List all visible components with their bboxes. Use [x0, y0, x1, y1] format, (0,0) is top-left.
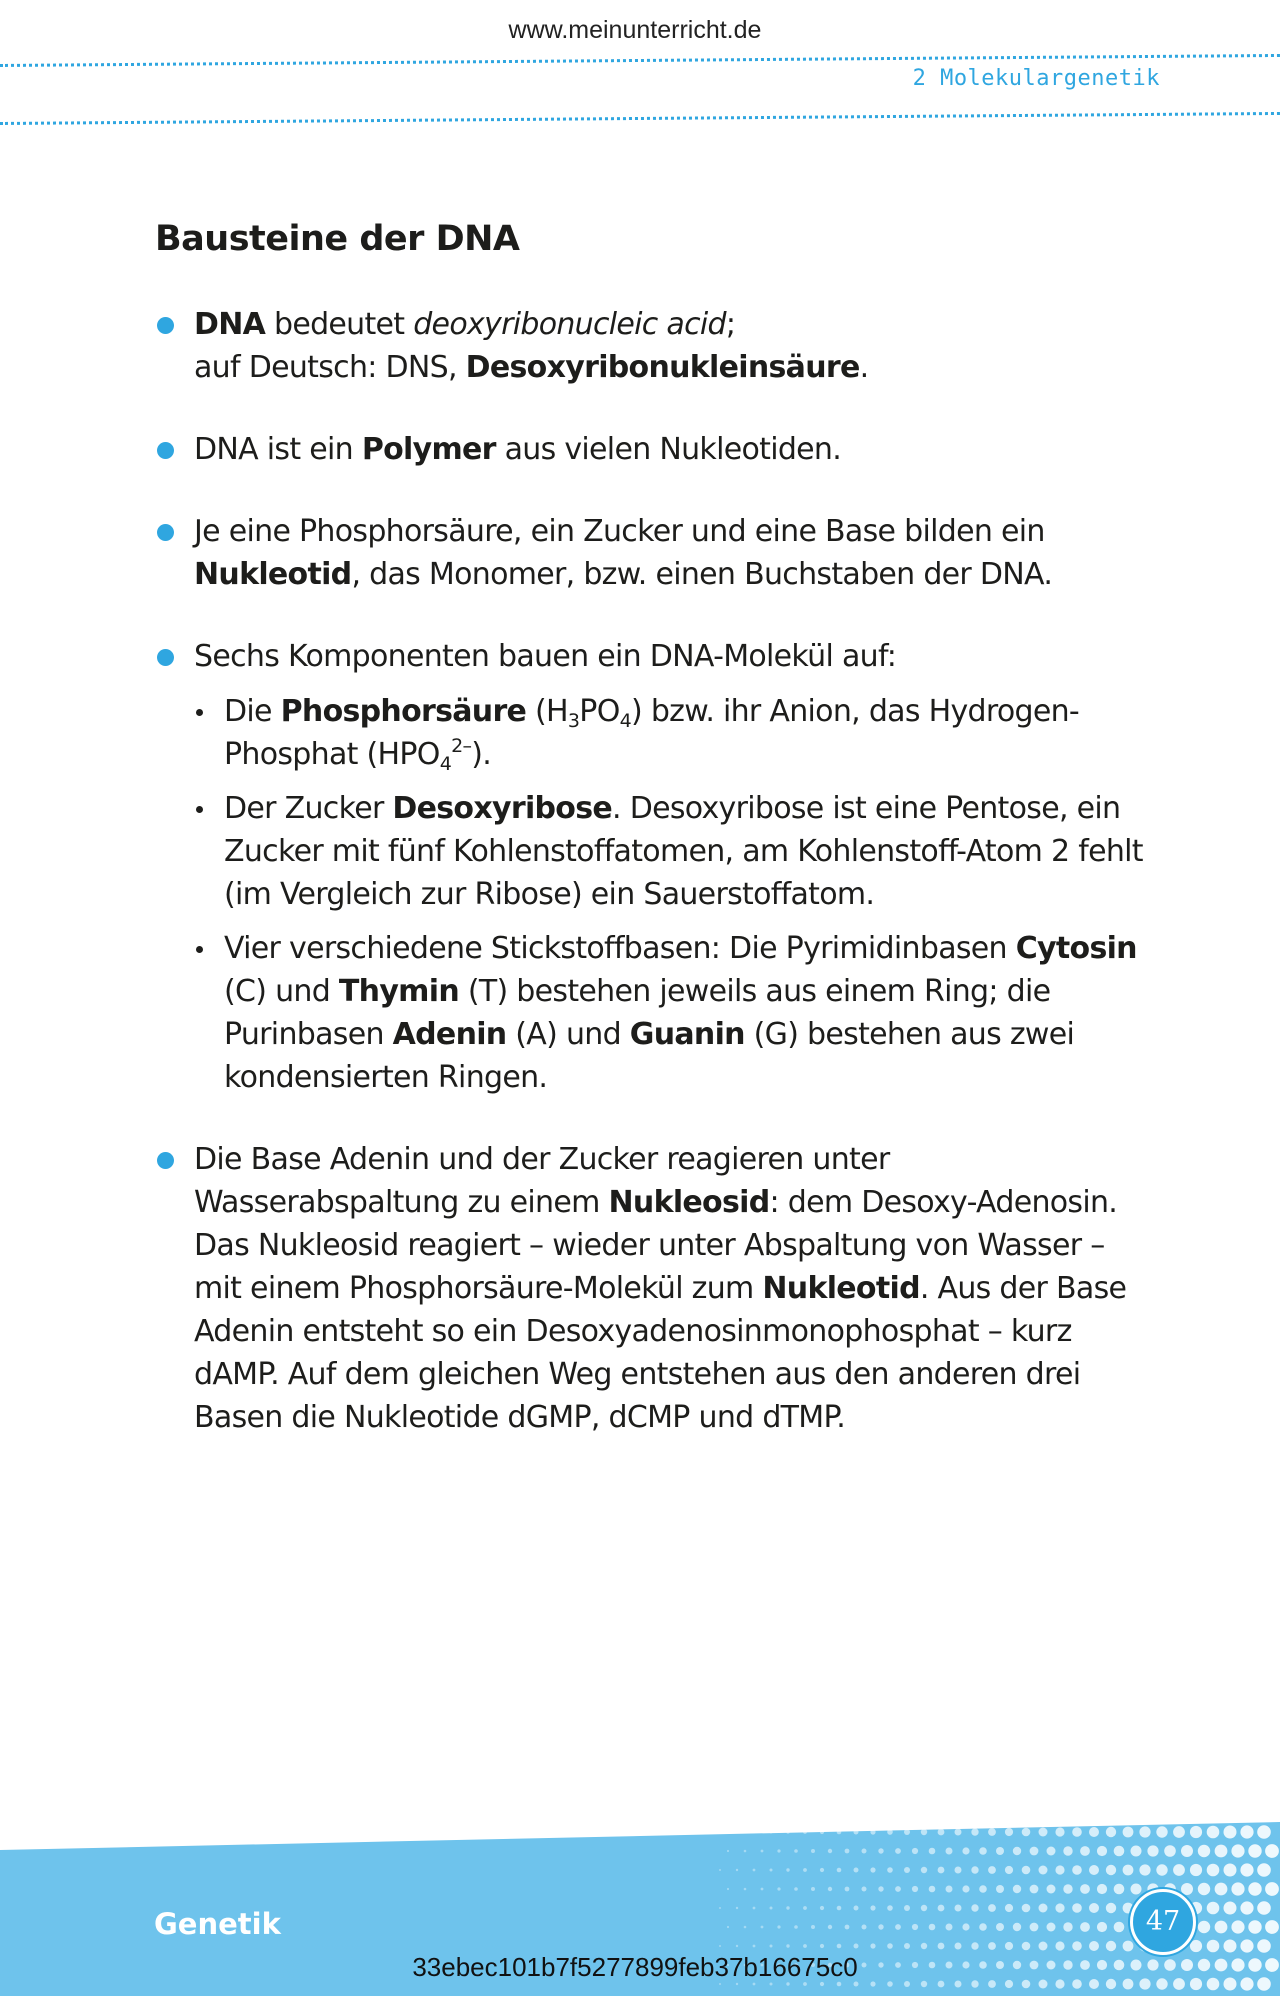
halftone-dot: [1123, 1941, 1134, 1952]
halftone-dot: [1131, 1884, 1142, 1895]
halftone-dot: [1248, 1920, 1261, 1933]
halftone-dot: [1055, 1827, 1064, 1836]
site-url: www.meinunterricht.de: [508, 16, 762, 44]
halftone-dot: [828, 1887, 832, 1891]
halftone-dot: [1072, 1827, 1082, 1837]
halftone-dot: [1265, 1882, 1279, 1896]
halftone-dot: [854, 1868, 859, 1873]
halftone-dot: [1089, 1827, 1099, 1837]
halftone-dot: [870, 1867, 875, 1872]
halftone-dot: [912, 1848, 918, 1854]
components-intro: Sechs Komponenten bauen ein DNA-Molekül auf:: [194, 639, 897, 674]
halftone-dot: [811, 1887, 815, 1891]
halftone-dot: [1181, 1845, 1193, 1857]
halftone-dot: [727, 1926, 729, 1928]
halftone-dot: [1198, 1883, 1210, 1895]
halftone-dot: [1147, 1845, 1158, 1856]
halftone-dot: [1106, 1827, 1116, 1837]
halftone-dot: [1207, 1864, 1220, 1877]
halftone-dot: [1215, 1921, 1228, 1934]
text: (H: [526, 694, 568, 729]
bullet-nukleosid: [155, 1138, 1155, 1439]
halftone-dot: [1156, 1826, 1167, 1837]
halftone-dot: [845, 1887, 850, 1892]
halftone-dot: [929, 1924, 936, 1931]
halftone-dot: [904, 1905, 910, 1911]
halftone-dot: [979, 1885, 987, 1893]
halftone-dot: [1156, 1864, 1167, 1875]
halftone-dot: [988, 1904, 996, 1912]
halftone-dot: [1257, 1863, 1271, 1877]
halftone-dot: [1257, 1825, 1271, 1839]
halftone-dot: [1207, 1902, 1220, 1915]
halftone-dot: [1215, 1883, 1228, 1896]
text: Die Base Adenin und der Zucker reagieren unter Wasserabspaltung zu einem: [194, 1142, 890, 1220]
text: aus vielen Nukleotiden.: [495, 432, 842, 467]
halftone-dot: [921, 1905, 927, 1911]
halftone-dot: [761, 1850, 764, 1853]
halftone-dot: [736, 1907, 738, 1909]
halftone-dot: [1257, 1901, 1271, 1915]
halftone-dot: [1265, 1844, 1279, 1858]
halftone-dot: [988, 1866, 996, 1874]
superscript: 2–: [451, 735, 472, 757]
term-polymer: Polymer: [361, 432, 496, 467]
halftone-dot: [1072, 1941, 1082, 1951]
halftone-dot: [811, 1849, 815, 1853]
halftone-dot: [1139, 1826, 1150, 1837]
halftone-dot: [854, 1944, 859, 1949]
halftone-dot: [744, 1926, 747, 1929]
halftone-dot: [1215, 1845, 1228, 1858]
halftone-dot: [1080, 1922, 1090, 1932]
halftone-dot: [753, 1945, 756, 1948]
halftone-dot: [794, 1849, 798, 1853]
halftone-dot: [1039, 1866, 1048, 1875]
halftone-dot: [719, 1983, 721, 1985]
halftone-dot: [786, 1944, 789, 1947]
halftone-dot: [828, 1849, 832, 1853]
halftone-dot: [1173, 1826, 1185, 1838]
halftone-dot: [1072, 1865, 1082, 1875]
halftone-dot: [971, 1828, 978, 1835]
halftone-dot: [996, 1923, 1004, 1931]
halftone-dot: [1022, 1904, 1031, 1913]
page-number-badge: 47: [1130, 1889, 1196, 1955]
halftone-dot: [744, 1850, 747, 1853]
halftone-dot: [1139, 1864, 1150, 1875]
halftone-dot: [803, 1868, 807, 1872]
halftone-dot: [962, 1847, 969, 1854]
halftone-dot: [988, 1828, 996, 1836]
halftone-dot: [719, 1945, 721, 1947]
halftone-dot: [1240, 1863, 1253, 1876]
halftone-dot: [727, 1888, 729, 1890]
halftone-dot: [996, 1885, 1004, 1893]
halftone-dot: [1097, 1846, 1107, 1856]
halftone-dot: [1173, 1864, 1185, 1876]
halftone-dot: [828, 1925, 832, 1929]
halftone-dot: [837, 1868, 842, 1873]
halftone-dot: [854, 1830, 859, 1835]
halftone-dot: [770, 1907, 773, 1910]
sub-item-phosphoric-acid: [194, 690, 1155, 776]
halftone-dot: [1097, 1884, 1107, 1894]
halftone-dot: [1022, 1828, 1031, 1837]
halftone-dot: [753, 1907, 756, 1910]
halftone-dot: [845, 1849, 850, 1854]
halftone-dot: [1224, 1902, 1237, 1915]
halftone-dot: [962, 1885, 969, 1892]
dotted-rule-bottom: [0, 112, 1280, 125]
halftone-dot: [895, 1848, 901, 1854]
halftone-dot: [946, 1886, 953, 1893]
halftone-dot: [1224, 1940, 1237, 1953]
halftone-dot: [887, 1943, 893, 1949]
term-nukleosid: Nukleosid: [608, 1185, 770, 1220]
subscript: 4: [439, 753, 452, 775]
halftone-dot: [1089, 1865, 1099, 1875]
bullet-nukleotid: [155, 510, 1155, 596]
halftone-dot: [753, 1869, 756, 1872]
halftone-dot: [794, 1925, 798, 1929]
halftone-dot: [1013, 1847, 1021, 1855]
halftone-dot: [1231, 1920, 1244, 1933]
halftone-dot: [770, 1869, 773, 1872]
halftone-dot: [736, 1983, 738, 1985]
halftone-dot: [946, 1848, 953, 1855]
halftone-dot: [895, 1886, 901, 1892]
text: (C) und: [224, 974, 339, 1009]
halftone-dot: [895, 1924, 901, 1930]
text: . Aus der Base Adenin entsteht so ein Desoxyadenosinmonophosphat – kurz dAMP. Auf dem gleichen Weg entstehen aus den anderen drei Basen die Nukleotide dGMP, dCMP und dTMP.: [194, 1271, 1127, 1435]
halftone-dot: [1022, 1942, 1031, 1951]
halftone-dot: [770, 1945, 773, 1948]
text: ).: [471, 737, 492, 772]
chapter-label: 2 Molekulargenetik: [912, 66, 1160, 91]
halftone-dot: [727, 1850, 729, 1852]
halftone-dot: [1231, 1882, 1244, 1895]
halftone-dot: [1055, 1903, 1064, 1912]
halftone-dot: [955, 1943, 962, 1950]
subscript: 4: [619, 710, 631, 732]
halftone-dot: [870, 1829, 875, 1834]
halftone-dot: [736, 1869, 738, 1871]
halftone-dot: [820, 1868, 824, 1872]
halftone-dot: [1030, 1885, 1039, 1894]
halftone-dot: [1005, 1866, 1013, 1874]
halftone-dot: [753, 1983, 756, 1986]
document-hash: 33ebec101b7f5277899feb37b16675c0: [412, 1952, 858, 1982]
halftone-dot: [761, 1888, 764, 1891]
halftone-dot: [962, 1923, 969, 1930]
text: ;: [725, 307, 736, 342]
halftone-dot: [1055, 1941, 1064, 1950]
halftone-dot: [878, 1886, 883, 1891]
page-content: [155, 218, 1155, 1478]
halftone-dot: [938, 1829, 945, 1836]
halftone-dot: [753, 1831, 756, 1834]
halftone-dot: [1005, 1828, 1013, 1836]
sub-list: [194, 690, 1155, 1099]
halftone-dot: [837, 1830, 842, 1835]
halftone-dot: [938, 1943, 945, 1950]
halftone-dot: [1114, 1884, 1125, 1895]
halftone-dot: [1181, 1883, 1193, 1895]
text: . Desoxyribose ist eine Pentose, ein Zucker mit fünf Kohlenstoffatomen, am Kohlenstoff-Atom 2 fehlt (im Vergleich zur Ribose) ein Sauerstoffatom.: [224, 791, 1143, 912]
halftone-dot: [979, 1847, 987, 1855]
halftone-dot: [1207, 1826, 1220, 1839]
text: (T) bestehen jeweils aus einem Ring; die Purinbasen: [224, 974, 1051, 1052]
halftone-dot: [1030, 1847, 1039, 1856]
term-desoxyribose: Desoxyribose: [392, 791, 613, 826]
halftone-dot: [1248, 1844, 1261, 1857]
halftone-dot: [887, 1867, 893, 1873]
halftone-dot: [837, 1944, 842, 1949]
halftone-dot: [912, 1924, 918, 1930]
halftone-dot: [1039, 1828, 1048, 1837]
halftone-dot: [988, 1942, 996, 1950]
bullet-components: [155, 635, 1155, 1099]
halftone-dot: [955, 1829, 962, 1836]
term-english: deoxyribonucleic acid: [413, 307, 726, 342]
halftone-dot: [777, 1925, 780, 1928]
halftone-dot: [1114, 1922, 1125, 1933]
text: (G) bestehen aus zwei kondensierten Ringen.: [224, 1017, 1075, 1095]
text: Je eine Phosphorsäure, ein Zucker und eine Base bilden ein: [194, 514, 1045, 549]
term-adenin: Adenin: [392, 1017, 507, 1052]
halftone-dot: [1164, 1845, 1176, 1857]
halftone-dot: [786, 1868, 789, 1871]
halftone-dot: [811, 1925, 815, 1929]
halftone-dot: [862, 1925, 867, 1930]
halftone-dot: [820, 1944, 824, 1948]
halftone-dot: [1013, 1923, 1021, 1931]
halftone-dot: [719, 1869, 721, 1871]
halftone-dot: [1080, 1846, 1090, 1856]
text: : dem Desoxy-Adenosin. Das Nukleosid reagiert – wieder unter Abspaltung von Wasser – mit einem Phosphorsäure-Molekül zum: [194, 1185, 1118, 1306]
halftone-dot: [1248, 1882, 1261, 1895]
halftone-dot: [979, 1923, 987, 1931]
term-cytosin: Cytosin: [1015, 931, 1137, 966]
halftone-dot: [837, 1906, 842, 1911]
text: Die: [224, 694, 281, 729]
halftone-dot: [862, 1887, 867, 1892]
term-german: Desoxyribonukleinsäure: [465, 350, 860, 385]
text: Vier verschiedene Stickstoffbasen: Die Pyrimidinbasen: [224, 931, 1016, 966]
halftone-dot: [1106, 1903, 1116, 1913]
halftone-dot: [845, 1925, 850, 1930]
halftone-dot: [1022, 1866, 1031, 1875]
halftone-dot: [719, 1907, 721, 1909]
halftone-dot: [1114, 1846, 1125, 1857]
halftone-dot: [786, 1830, 789, 1833]
halftone-dot: [1198, 1845, 1210, 1857]
halftone-dot: [921, 1867, 927, 1873]
term-thymin: Thymin: [338, 974, 459, 1009]
halftone-dot: [929, 1886, 936, 1893]
halftone-dot: [1047, 1885, 1056, 1894]
halftone-dot: [887, 1905, 893, 1911]
halftone-dot: [820, 1830, 824, 1834]
halftone-dot: [1240, 1939, 1253, 1952]
halftone-dot: [736, 1831, 738, 1833]
halftone-dot: [803, 1830, 807, 1834]
halftone-dot: [1063, 1922, 1072, 1931]
halftone-dot: [761, 1926, 764, 1929]
halftone-dot: [955, 1867, 962, 1874]
term-dna: DNA: [194, 307, 266, 342]
halftone-dot: [955, 1905, 962, 1912]
halftone-dot: [870, 1905, 875, 1910]
page-title: Bausteine der DNA: [155, 219, 520, 259]
halftone-dot: [777, 1849, 780, 1852]
halftone-dot: [1030, 1923, 1039, 1932]
halftone-dot: [1198, 1921, 1210, 1933]
bullet-dna-meaning: [155, 303, 1155, 389]
halftone-dot: [1047, 1923, 1056, 1932]
halftone-dot: [1123, 1827, 1134, 1838]
halftone-dot: [1231, 1844, 1244, 1857]
halftone-dot: [971, 1866, 978, 1873]
sub-item-desoxyribose: [194, 787, 1155, 916]
halftone-dot: [777, 1887, 780, 1890]
halftone-dot: [1089, 1941, 1099, 1951]
halftone-dot: [878, 1848, 883, 1853]
halftone-dot: [946, 1924, 953, 1931]
halftone-dot: [1106, 1941, 1116, 1951]
halftone-dot: [1257, 1939, 1271, 1953]
halftone-dot: [1123, 1865, 1134, 1876]
halftone-dot: [938, 1867, 945, 1874]
halftone-dot: [862, 1849, 867, 1854]
halftone-dot: [996, 1847, 1004, 1855]
halftone-dot: [719, 1831, 721, 1833]
halftone-dot: [1131, 1846, 1142, 1857]
halftone-dot: [1240, 1825, 1253, 1838]
halftone-dot: [1013, 1885, 1021, 1893]
halftone-dot: [1190, 1864, 1202, 1876]
halftone-dot: [904, 1943, 910, 1949]
halftone-dot: [1190, 1940, 1202, 1952]
text: Der Zucker: [224, 791, 393, 826]
halftone-dot: [770, 1831, 773, 1834]
subscript: 3: [567, 710, 580, 732]
halftone-dot: [870, 1943, 875, 1948]
halftone-dot: [929, 1848, 936, 1855]
halftone-dot: [1240, 1901, 1253, 1914]
text: ) bzw. ihr Anion, das Hydrogen-Phosphat (HPO: [224, 694, 1080, 772]
halftone-dot: [1055, 1865, 1064, 1874]
halftone-dot: [971, 1942, 978, 1949]
halftone-dot: [1265, 1920, 1279, 1934]
halftone-dot: [1039, 1904, 1048, 1913]
halftone-dot: [1063, 1884, 1072, 1893]
halftone-dot: [878, 1924, 883, 1929]
halftone-dot: [803, 1906, 807, 1910]
halftone-dot: [912, 1886, 918, 1892]
halftone-dot: [921, 1829, 927, 1835]
halftone-dot: [786, 1906, 789, 1909]
halftone-dot: [1097, 1922, 1107, 1932]
halftone-dot: [904, 1867, 910, 1873]
term-nukleotid: Nukleotid: [762, 1271, 920, 1306]
bullet-list: [155, 303, 1155, 1439]
halftone-dot: [971, 1904, 978, 1911]
text: auf Deutsch: DNS,: [194, 350, 466, 385]
halftone-dot: [904, 1829, 910, 1835]
halftone-dot: [1005, 1904, 1013, 1912]
halftone-dot: [1080, 1884, 1090, 1894]
halftone-dot: [1190, 1826, 1202, 1838]
halftone-dot: [744, 1888, 747, 1891]
text: DNA ist ein: [194, 432, 362, 467]
halftone-dot: [1224, 1864, 1237, 1877]
term-phosphorsaeure: Phosphorsäure: [280, 694, 527, 729]
term-nukleotid: Nukleotid: [194, 557, 352, 592]
footer-section-label: Genetik: [154, 1907, 281, 1941]
halftone-dot: [854, 1906, 859, 1911]
term-guanin: Guanin: [629, 1017, 745, 1052]
halftone-dot: [1224, 1826, 1237, 1839]
halftone-dot: [887, 1829, 893, 1835]
text: (A) und: [506, 1017, 630, 1052]
halftone-dot: [938, 1905, 945, 1912]
halftone-dot: [1207, 1940, 1220, 1953]
text: PO: [579, 694, 620, 729]
text: bedeutet: [265, 307, 414, 342]
sub-item-bases: [194, 927, 1155, 1099]
text: .: [859, 350, 869, 385]
halftone-dot: [1047, 1847, 1056, 1856]
halftone-dot: [921, 1943, 927, 1949]
halftone-dot: [1005, 1942, 1013, 1950]
text: , das Monomer, bzw. einen Buchstaben der DNA.: [351, 557, 1053, 592]
halftone-dot: [1106, 1865, 1116, 1875]
halftone-dot: [1089, 1903, 1099, 1913]
halftone-dot: [794, 1887, 798, 1891]
bullet-polymer: [155, 428, 1155, 471]
halftone-dot: [1063, 1846, 1072, 1855]
halftone-dot: [803, 1944, 807, 1948]
halftone-dot: [1072, 1903, 1082, 1913]
halftone-dot: [736, 1945, 738, 1947]
halftone-dot: [1039, 1942, 1048, 1951]
halftone-dot: [820, 1906, 824, 1910]
